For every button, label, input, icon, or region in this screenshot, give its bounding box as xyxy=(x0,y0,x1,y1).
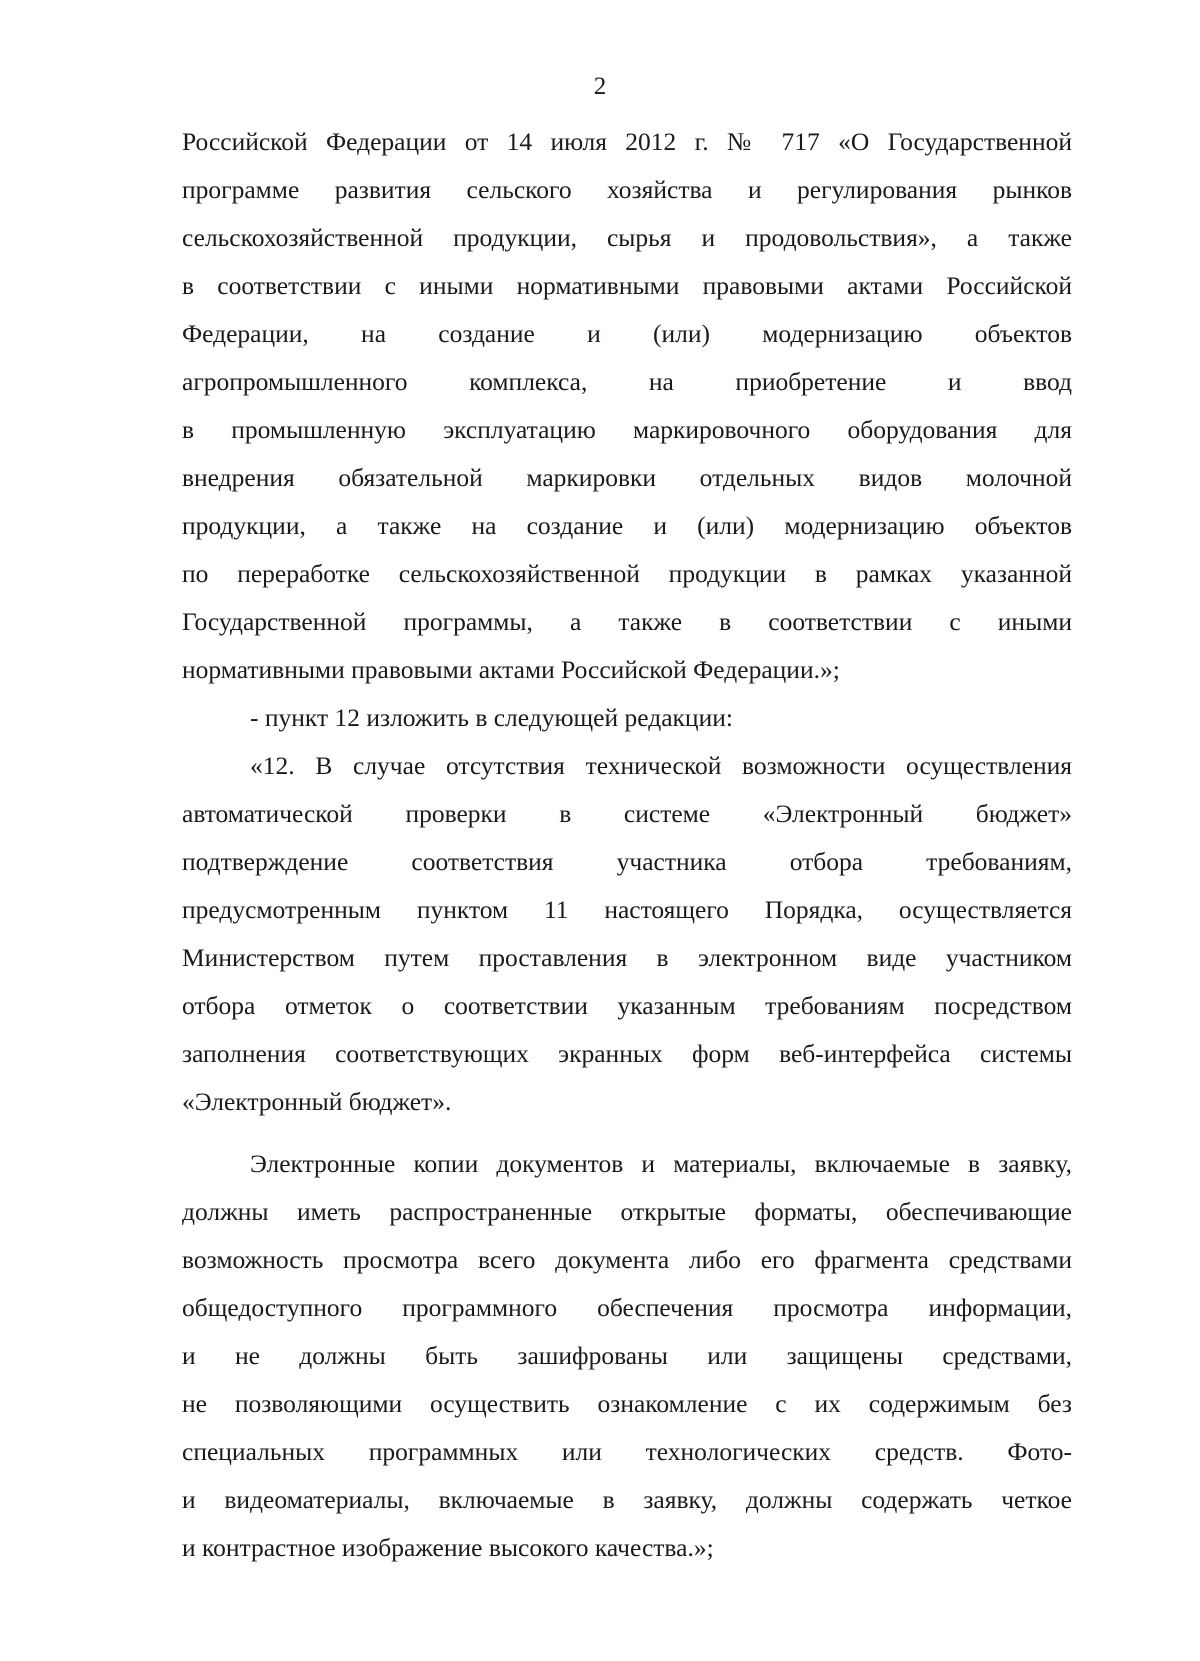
text-line: внедрения обязательной маркировки отдельных видов молочной xyxy=(182,463,1072,492)
text-line: по переработке сельскохозяйственной продукции в рамках указанной xyxy=(182,559,1072,588)
text-line: подтверждение соответствия участника отбора требованиям, xyxy=(182,847,1072,876)
text-line: Министерством путем проставления в электронном виде участником xyxy=(182,943,1072,972)
text-line: и не должны быть зашифрованы или защищены средствами, xyxy=(182,1341,1072,1370)
text-line: в соответствии с иными нормативными правовыми актами Российской xyxy=(182,271,1072,300)
paragraph-continuation xyxy=(182,118,1072,694)
text-line: специальных программных или технологических средств. Фото- xyxy=(182,1437,1072,1466)
text-line: агропромышленного комплекса, на приобретение и ввод xyxy=(182,367,1072,396)
text-line: общедоступного программного обеспечения просмотра информации, xyxy=(182,1293,1072,1322)
text-line: «12. В случае отсутствия технической возможности осуществления xyxy=(250,751,1072,780)
text-line: сельскохозяйственной продукции, сырья и продовольствия», а также xyxy=(182,223,1072,252)
text-line: продукции, а также на создание и (или) модернизацию объектов xyxy=(182,511,1072,540)
text-line: отбора отметок о соответствии указанным требованиям посредством xyxy=(182,991,1072,1020)
text-line: Федерации, на создание и (или) модернизацию объектов xyxy=(182,319,1072,348)
text-line: не позволяющими осуществить ознакомление с их содержимым без xyxy=(182,1389,1072,1418)
text-line: возможность просмотра всего документа либо его фрагмента средствами xyxy=(182,1245,1072,1274)
text-line: нормативными правовыми актами Российской Федерации.»; xyxy=(182,655,840,684)
text-line: «Электронный бюджет». xyxy=(182,1087,452,1116)
text-line: Электронные копии документов и материалы, включаемые в заявку, xyxy=(250,1149,1072,1178)
text-line: заполнения соответствующих экранных форм веб-интерфейса системы xyxy=(182,1039,1072,1068)
text-line: Государственной программы, а также в соответствии с иными xyxy=(182,607,1072,636)
text-line: автоматической проверки в системе «Электронный бюджет» xyxy=(182,799,1072,828)
document-body xyxy=(182,118,1072,1572)
text-line: в промышленную эксплуатацию маркировочного оборудования для xyxy=(182,415,1072,444)
text-line: предусмотренным пунктом 11 настоящего Порядка, осуществляется xyxy=(182,895,1072,924)
text-line: - пункт 12 изложить в следующей редакции: xyxy=(250,703,733,732)
paragraph-item-12-intro xyxy=(182,694,1072,742)
paragraph-electronic-copies xyxy=(182,1140,1072,1572)
text-line: Российской Федерации от 14 июля 2012 г. № 717 «О Государственной xyxy=(182,127,1072,156)
paragraph-item-12-text xyxy=(182,742,1072,1126)
text-line: должны иметь распространенные открытые форматы, обеспечивающие xyxy=(182,1197,1072,1226)
text-line: и контрастное изображение высокого качества.»; xyxy=(182,1533,714,1562)
text-line: программе развития сельского хозяйства и регулирования рынков xyxy=(182,175,1072,204)
text-line: и видеоматериалы, включаемые в заявку, должны содержать четкое xyxy=(182,1485,1072,1514)
page-number: 2 xyxy=(593,73,607,100)
paragraph-gap xyxy=(182,1126,1072,1140)
